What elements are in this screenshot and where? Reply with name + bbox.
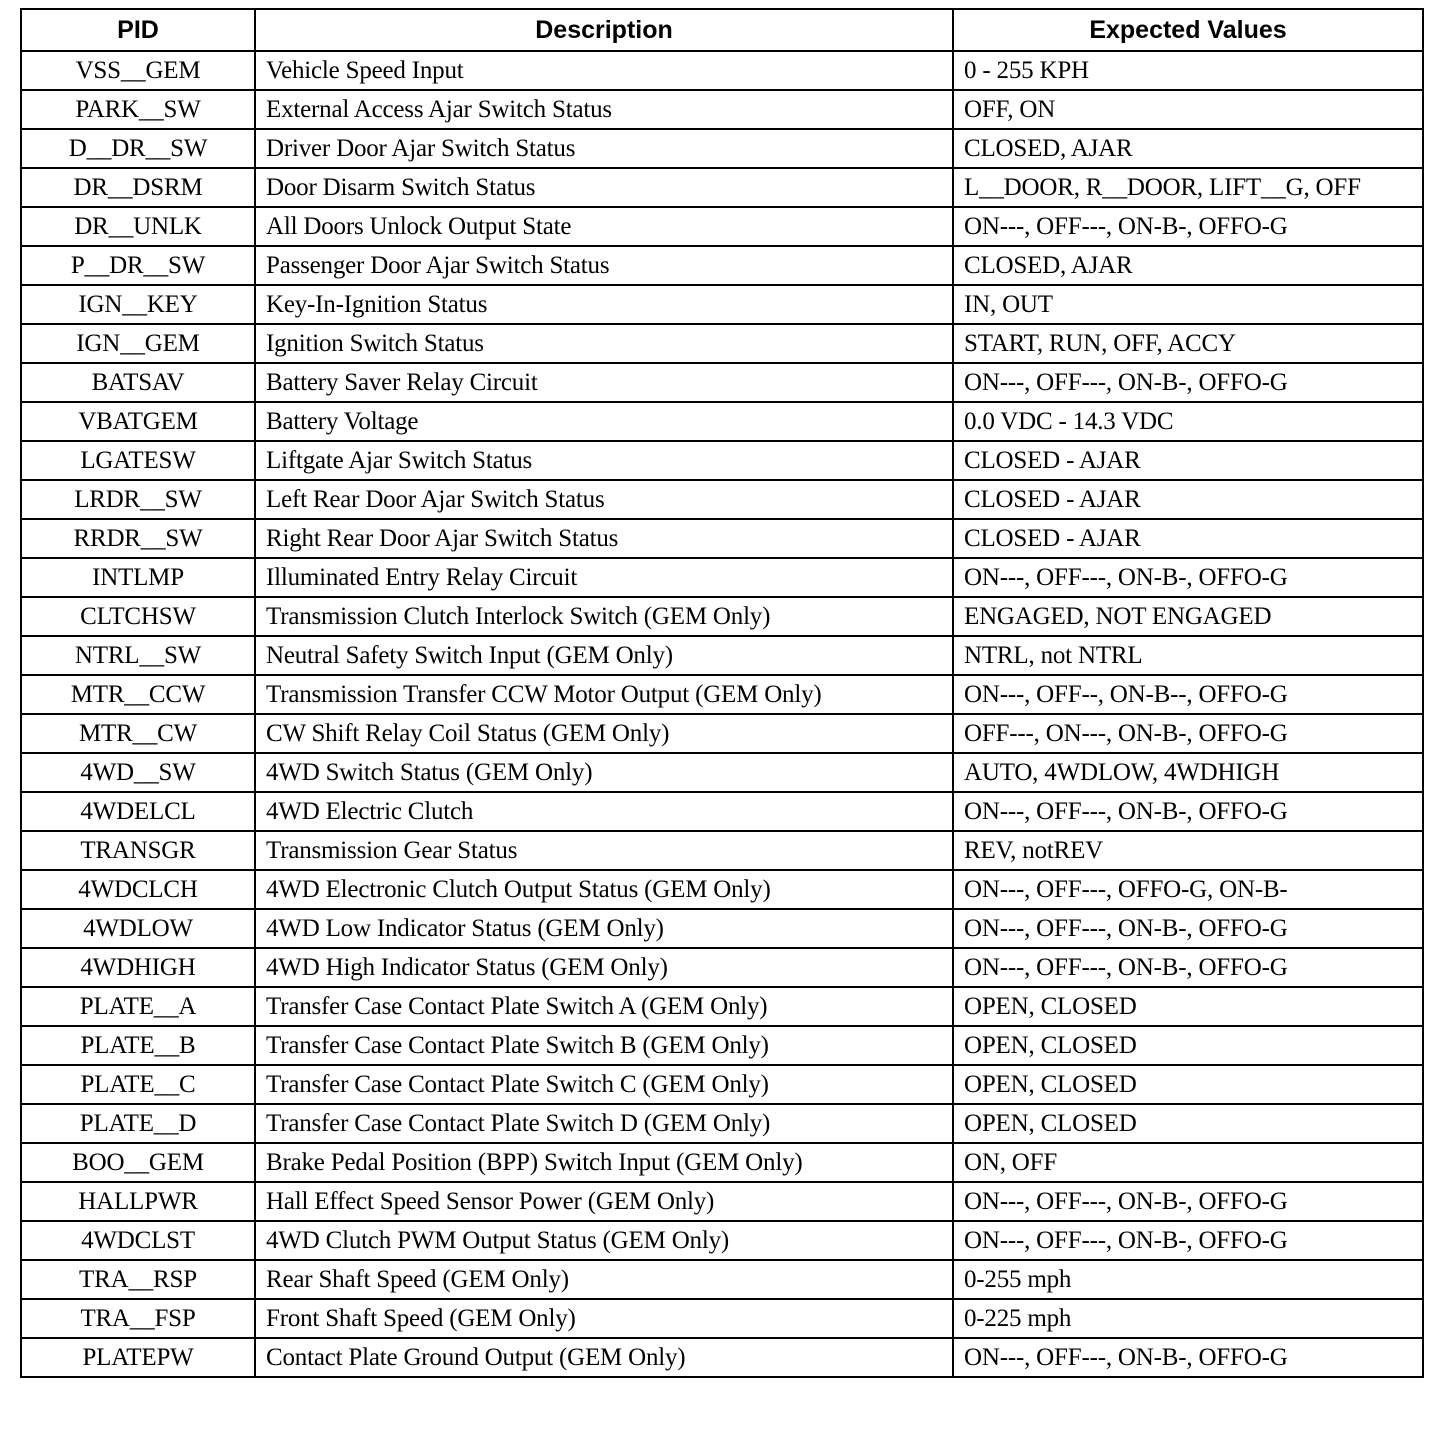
table-row (21, 714, 1423, 753)
expected-values-cell: CLOSED - AJAR (953, 519, 1423, 558)
description-cell: Rear Shaft Speed (GEM Only) (255, 1260, 953, 1299)
pid-cell: PARK__SW (21, 90, 255, 129)
description-cell: Transfer Case Contact Plate Switch A (GEM Only) (255, 987, 953, 1026)
expected-values-cell: 0-255 mph (953, 1260, 1423, 1299)
expected-values-cell: ON---, OFF---, ON-B-, OFFO-G (953, 909, 1423, 948)
table-row (21, 1338, 1423, 1377)
pid-cell: 4WDCLST (21, 1221, 255, 1260)
description-cell: Contact Plate Ground Output (GEM Only) (255, 1338, 953, 1377)
description-cell: 4WD Clutch PWM Output Status (GEM Only) (255, 1221, 953, 1260)
table-row (21, 831, 1423, 870)
expected-values-cell: ON---, OFF---, ON-B-, OFFO-G (953, 1221, 1423, 1260)
description-cell: 4WD Electronic Clutch Output Status (GEM Only) (255, 870, 953, 909)
table-row (21, 792, 1423, 831)
pid-cell: 4WDLOW (21, 909, 255, 948)
pid-cell: TRA__RSP (21, 1260, 255, 1299)
expected-values-cell: OPEN, CLOSED (953, 1104, 1423, 1143)
pid-cell: HALLPWR (21, 1182, 255, 1221)
description-cell: Door Disarm Switch Status (255, 168, 953, 207)
description-cell: Transmission Transfer CCW Motor Output (GEM Only) (255, 675, 953, 714)
pid-cell: MTR__CCW (21, 675, 255, 714)
expected-values-cell: ON---, OFF---, ON-B-, OFFO-G (953, 207, 1423, 246)
description-cell: 4WD Low Indicator Status (GEM Only) (255, 909, 953, 948)
expected-values-cell: 0.0 VDC - 14.3 VDC (953, 402, 1423, 441)
expected-values-cell: IN, OUT (953, 285, 1423, 324)
table-row (21, 1143, 1423, 1182)
table-row (21, 246, 1423, 285)
description-cell: Battery Voltage (255, 402, 953, 441)
table-row (21, 1104, 1423, 1143)
table-row (21, 51, 1423, 90)
pid-cell: DR__DSRM (21, 168, 255, 207)
table-row (21, 1182, 1423, 1221)
expected-values-cell: OFF---, ON---, ON-B-, OFFO-G (953, 714, 1423, 753)
pid-cell: VSS__GEM (21, 51, 255, 90)
table-row (21, 597, 1423, 636)
description-cell: Transmission Clutch Interlock Switch (GEM Only) (255, 597, 953, 636)
table-row (21, 480, 1423, 519)
expected-values-cell: ON---, OFF---, ON-B-, OFFO-G (953, 558, 1423, 597)
expected-values-cell: AUTO, 4WDLOW, 4WDHIGH (953, 753, 1423, 792)
pid-cell: RRDR__SW (21, 519, 255, 558)
expected-values-cell: REV, notREV (953, 831, 1423, 870)
expected-values-cell: CLOSED, AJAR (953, 246, 1423, 285)
description-cell: Neutral Safety Switch Input (GEM Only) (255, 636, 953, 675)
description-cell: Transfer Case Contact Plate Switch D (GEM Only) (255, 1104, 953, 1143)
table-row (21, 870, 1423, 909)
header-expected-values: Expected Values (953, 9, 1423, 51)
expected-values-cell: L__DOOR, R__DOOR, LIFT__G, OFF (953, 168, 1423, 207)
pid-cell: TRA__FSP (21, 1299, 255, 1338)
description-cell: Left Rear Door Ajar Switch Status (255, 480, 953, 519)
table-row (21, 168, 1423, 207)
description-cell: Illuminated Entry Relay Circuit (255, 558, 953, 597)
expected-values-cell: OPEN, CLOSED (953, 1065, 1423, 1104)
table-row (21, 207, 1423, 246)
expected-values-cell: OPEN, CLOSED (953, 987, 1423, 1026)
pid-cell: PLATE__C (21, 1065, 255, 1104)
pid-cell: PLATE__D (21, 1104, 255, 1143)
description-cell: Brake Pedal Position (BPP) Switch Input (GEM Only) (255, 1143, 953, 1182)
pid-cell: DR__UNLK (21, 207, 255, 246)
expected-values-cell: 0-225 mph (953, 1299, 1423, 1338)
pid-cell: PLATE__A (21, 987, 255, 1026)
table-row (21, 558, 1423, 597)
pid-cell: BATSAV (21, 363, 255, 402)
expected-values-cell: ON---, OFF---, ON-B-, OFFO-G (953, 1338, 1423, 1377)
description-cell: Key-In-Ignition Status (255, 285, 953, 324)
header-description: Description (255, 9, 953, 51)
table-row (21, 402, 1423, 441)
table-row (21, 441, 1423, 480)
description-cell: Passenger Door Ajar Switch Status (255, 246, 953, 285)
pid-cell: BOO__GEM (21, 1143, 255, 1182)
table-row (21, 324, 1423, 363)
pid-cell: INTLMP (21, 558, 255, 597)
pid-cell: 4WDCLCH (21, 870, 255, 909)
description-cell: Battery Saver Relay Circuit (255, 363, 953, 402)
expected-values-cell: ON---, OFF---, ON-B-, OFFO-G (953, 363, 1423, 402)
table-row (21, 363, 1423, 402)
pid-cell: NTRL__SW (21, 636, 255, 675)
expected-values-cell: OPEN, CLOSED (953, 1026, 1423, 1065)
pid-cell: D__DR__SW (21, 129, 255, 168)
table-row (21, 1026, 1423, 1065)
table-row (21, 285, 1423, 324)
pid-cell: MTR__CW (21, 714, 255, 753)
description-cell: Transfer Case Contact Plate Switch B (GEM Only) (255, 1026, 953, 1065)
expected-values-cell: CLOSED, AJAR (953, 129, 1423, 168)
table-row (21, 909, 1423, 948)
description-cell: Liftgate Ajar Switch Status (255, 441, 953, 480)
pid-cell: 4WDELCL (21, 792, 255, 831)
description-cell: Ignition Switch Status (255, 324, 953, 363)
expected-values-cell: ON---, OFF--, ON-B--, OFFO-G (953, 675, 1423, 714)
pid-cell: IGN__KEY (21, 285, 255, 324)
expected-values-cell: ON---, OFF---, OFFO-G, ON-B- (953, 870, 1423, 909)
table-row (21, 1221, 1423, 1260)
header-row (21, 9, 1423, 51)
description-cell: External Access Ajar Switch Status (255, 90, 953, 129)
table-row (21, 753, 1423, 792)
header-pid: PID (21, 9, 255, 51)
pid-cell: P__DR__SW (21, 246, 255, 285)
description-cell: Right Rear Door Ajar Switch Status (255, 519, 953, 558)
expected-values-cell: NTRL, not NTRL (953, 636, 1423, 675)
table-row (21, 1299, 1423, 1338)
pid-cell: LGATESW (21, 441, 255, 480)
table-row (21, 90, 1423, 129)
pid-table-container (20, 8, 1422, 1378)
description-cell: Transfer Case Contact Plate Switch C (GEM Only) (255, 1065, 953, 1104)
description-cell: CW Shift Relay Coil Status (GEM Only) (255, 714, 953, 753)
expected-values-cell: CLOSED - AJAR (953, 441, 1423, 480)
table-row (21, 675, 1423, 714)
pid-cell: VBATGEM (21, 402, 255, 441)
pid-cell: LRDR__SW (21, 480, 255, 519)
pid-cell: PLATE__B (21, 1026, 255, 1065)
expected-values-cell: ON---, OFF---, ON-B-, OFFO-G (953, 1182, 1423, 1221)
pid-cell: IGN__GEM (21, 324, 255, 363)
description-cell: Hall Effect Speed Sensor Power (GEM Only) (255, 1182, 953, 1221)
pid-cell: CLTCHSW (21, 597, 255, 636)
description-cell: All Doors Unlock Output State (255, 207, 953, 246)
pid-cell: TRANSGR (21, 831, 255, 870)
expected-values-cell: ON, OFF (953, 1143, 1423, 1182)
expected-values-cell: 0 - 255 KPH (953, 51, 1423, 90)
pid-cell: 4WDHIGH (21, 948, 255, 987)
expected-values-cell: ON---, OFF---, ON-B-, OFFO-G (953, 948, 1423, 987)
description-cell: Driver Door Ajar Switch Status (255, 129, 953, 168)
expected-values-cell: ON---, OFF---, ON-B-, OFFO-G (953, 792, 1423, 831)
description-cell: Transmission Gear Status (255, 831, 953, 870)
description-cell: 4WD Switch Status (GEM Only) (255, 753, 953, 792)
description-cell: 4WD High Indicator Status (GEM Only) (255, 948, 953, 987)
table-body (21, 51, 1423, 1377)
description-cell: 4WD Electric Clutch (255, 792, 953, 831)
expected-values-cell: START, RUN, OFF, ACCY (953, 324, 1423, 363)
description-cell: Front Shaft Speed (GEM Only) (255, 1299, 953, 1338)
pid-cell: PLATEPW (21, 1338, 255, 1377)
expected-values-cell: OFF, ON (953, 90, 1423, 129)
table-row (21, 948, 1423, 987)
pid-cell: 4WD__SW (21, 753, 255, 792)
table-row (21, 1065, 1423, 1104)
table-row (21, 987, 1423, 1026)
table-row (21, 519, 1423, 558)
expected-values-cell: ENGAGED, NOT ENGAGED (953, 597, 1423, 636)
expected-values-cell: CLOSED - AJAR (953, 480, 1423, 519)
table-row (21, 1260, 1423, 1299)
description-cell: Vehicle Speed Input (255, 51, 953, 90)
pid-table (20, 8, 1424, 1378)
table-row (21, 129, 1423, 168)
table-row (21, 636, 1423, 675)
